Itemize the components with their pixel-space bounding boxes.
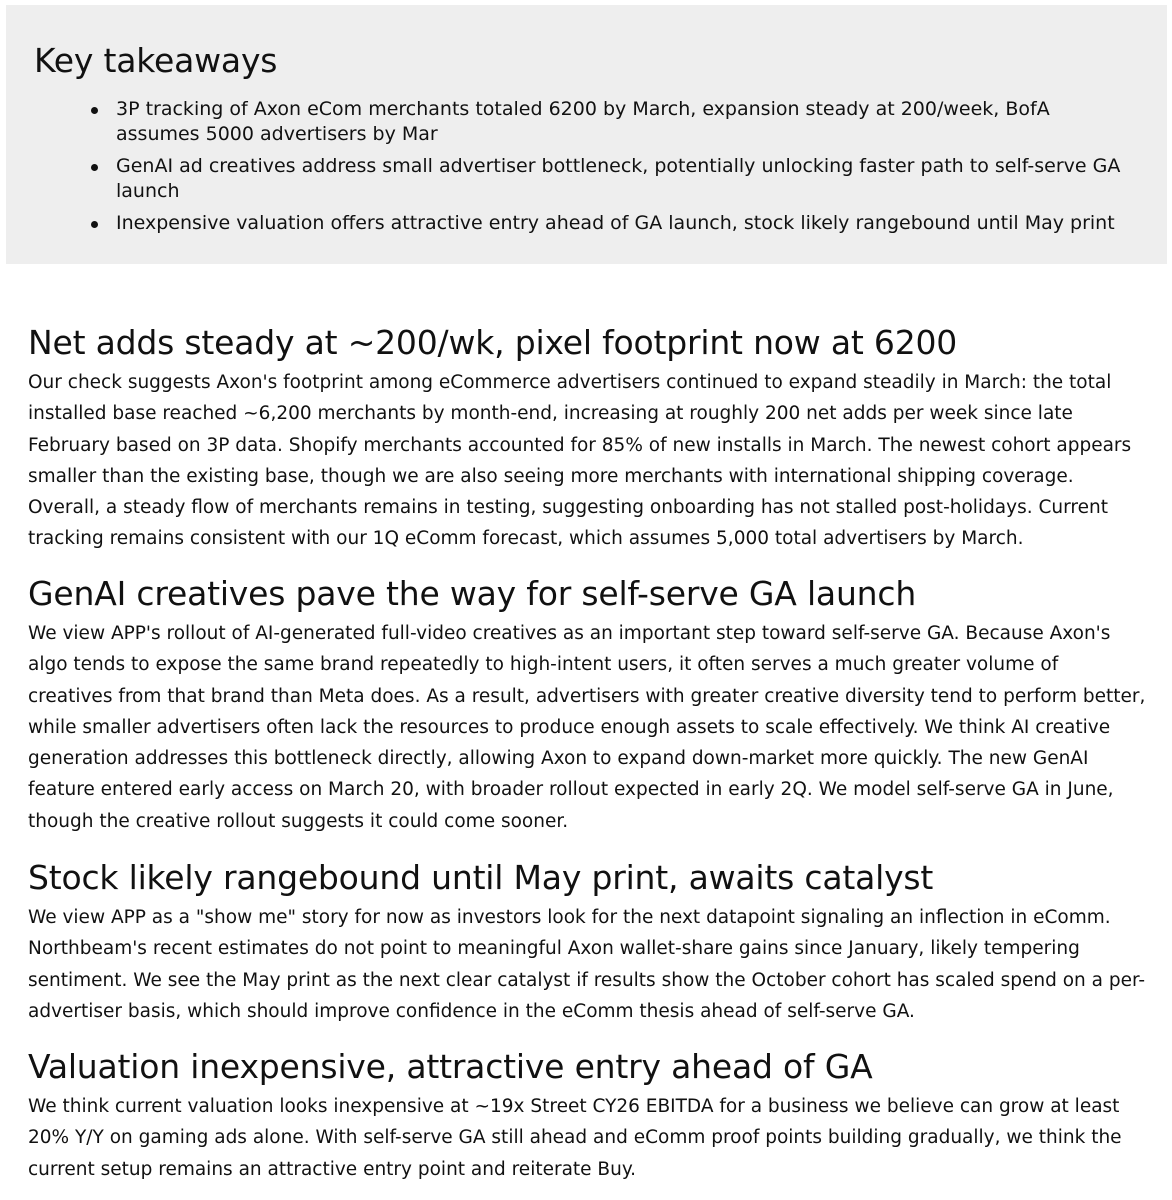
section-valuation (28, 1047, 1148, 1185)
section-body: Our check suggests Axon's footprint among eCommerce advertisers continued to expand steadily in March: the total installed base reached ~6,200 merchants by month-end, increasing at roughly 200 net adds per week since late February based on 3P data. Shopify merchants accounted for 85% of new installs in March. The newest cohort appears smaller than the existing base, though we are also seeing more merchants with international shipping coverage. Overall, a steady flow of merchants remains in testing, suggesting onboarding has not stalled post-holidays. Current tracking remains consistent with our 1Q eComm forecast, which assumes 5,000 total advertisers by March. (28, 372, 1132, 550)
section-heading: GenAI creatives pave the way for self-serve GA launch (28, 574, 917, 613)
section-heading: Net adds steady at ~200/wk, pixel footprint now at 6200 (28, 323, 958, 362)
key-takeaways-box (6, 5, 1167, 264)
section-heading: Valuation inexpensive, attractive entry ahead of GA (28, 1047, 873, 1086)
key-takeaways-title: Key takeaways (34, 41, 278, 80)
takeaway-item (116, 211, 1126, 236)
key-takeaways-list (88, 97, 1126, 243)
bullet-icon (91, 107, 98, 114)
section-body: We think current valuation looks inexpensive at ~19x Street CY26 EBITDA for a business we believe can grow at least 20% Y/Y on gaming ads alone. With self-serve GA still ahead and eComm proof points building gradually, we think the current setup remains an attractive entry point and reiterate Buy. (28, 1096, 1122, 1180)
section-heading: Stock likely rangebound until May print, awaits catalyst (28, 858, 934, 897)
takeaway-item (116, 154, 1126, 204)
takeaway-text: 3P tracking of Axon eCom merchants totaled 6200 by March, expansion steady at 200/week, BofA assumes 5000 advertisers by Mar (116, 98, 1050, 145)
section-body: We view APP as a "show me" story for now as investors look for the next datapoint signaling an inflection in eComm. Northbeam's recent estimates do not point to meaningful Axon wallet-share gains since January, likely tempering sentiment. We see the May print as the next clear catalyst if results show the October cohort has scaled spend on a per-advertiser basis, which should improve confidence in the eComm thesis ahead of self-serve GA. (28, 907, 1146, 1022)
takeaway-text: GenAI ad creatives address small advertiser bottleneck, potentially unlocking faster path to self-serve GA launch (116, 155, 1121, 202)
bullet-icon (91, 221, 98, 228)
section-net-adds (28, 323, 1148, 555)
bullet-icon (91, 164, 98, 171)
section-body: We view APP's rollout of AI-generated full-video creatives as an important step toward self-serve GA. Because Axon's algo tends to expose the same brand repeatedly to high-intent users, it often serves a much greater volume of creatives from that brand than Meta does. As a result, advertisers with greater creative diversity tend to perform better, while smaller advertisers often lack the resources to produce enough assets to scale effectively. We think AI creative generation addresses this bottleneck directly, allowing Axon to expand down-market more quickly. The new GenAI feature entered early access on March 20, with broader rollout expected in early 2Q. We model self-serve GA in June, though the creative rollout suggests it could come sooner. (28, 623, 1146, 832)
section-genai-creatives (28, 574, 1148, 837)
section-stock-rangebound (28, 858, 1148, 1027)
takeaway-item (116, 97, 1126, 147)
takeaway-text: Inexpensive valuation offers attractive entry ahead of GA launch, stock likely rangebound until May print (116, 212, 1115, 234)
